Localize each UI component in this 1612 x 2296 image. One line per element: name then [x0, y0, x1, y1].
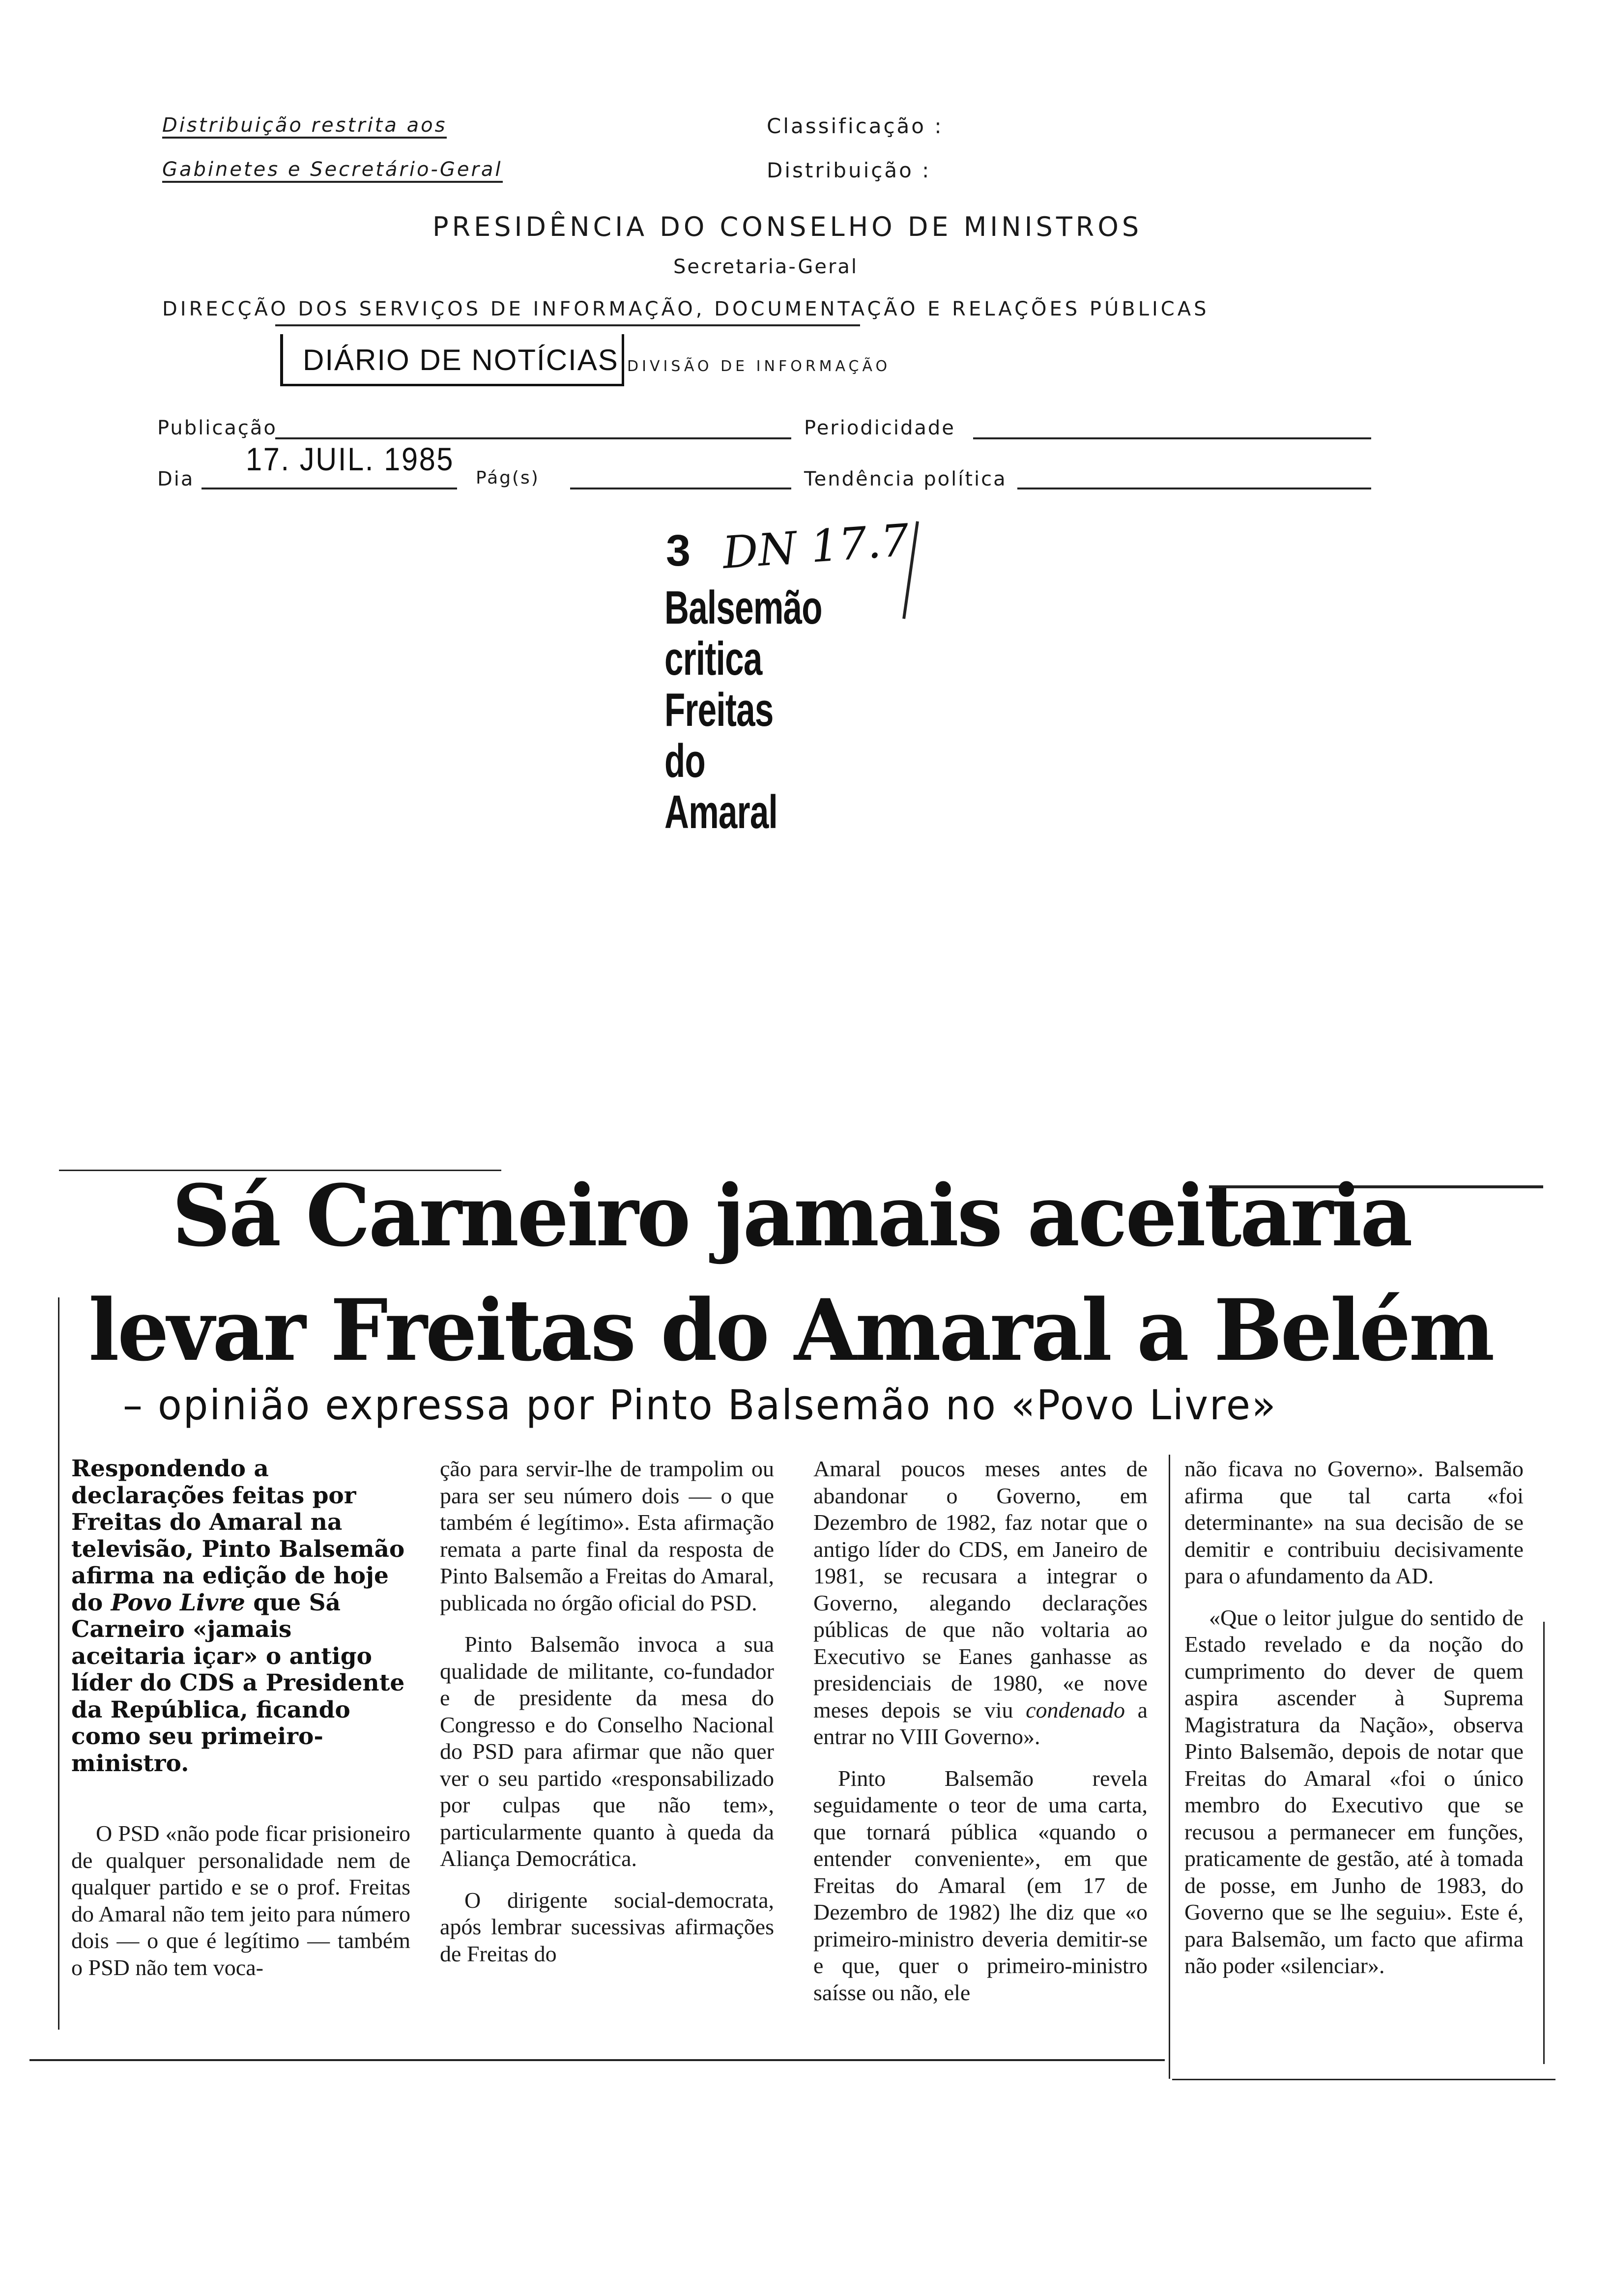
article-lead [71, 1456, 410, 1777]
paragraph: «Que o leitor julgue do sentido de Estado revelado e da noção do cumprimento do dever de quem aspira ascender à Suprema Magistratura da Nação», observa Pinto Balsemão, depois de notar que Freitas do Amaral «foi o único membro do Executivo que se recusou a permanecer em funções, praticamente de gestão, até à tomada de posse, em Junho de 1983, do Governo que se lhe seguiu». Este é, para Balsemão, um facto que afirma não poder «silenciar». [1184, 1605, 1524, 1978]
publication-stamp-text: DIÁRIO DE NOTÍCIAS [303, 344, 619, 376]
paragraph-text: Amaral poucos meses antes de abandonar o Governo, em Dezembro de 1982, faz notar que o antigo líder do CDS, em Janeiro de 1981, se recusara a integrar o Governo, alegando declarações públicas de que não voltaria ao Executivo se Eanes ganhasse as presidenciais de 1980, «e nove meses depois se viu [813, 1456, 1148, 1722]
paragraph: O PSD «não pode ficar prisioneiro de qualquer personalidade nem de qualquer partido e se o prof. Freitas do Amaral não tem jeito para número dois — o que é legítimo — também o PSD não tem voca- [71, 1821, 410, 1980]
clipping-title-line: do Amaral [664, 735, 778, 838]
distribution-note-line2: Gabinetes e Secretário-Geral [162, 158, 503, 183]
date-stamp: 17. JUIL. 1985 [246, 441, 455, 477]
directorate-rule [275, 324, 860, 326]
publication-stamp [280, 334, 624, 386]
column-1-body [71, 1820, 410, 1981]
emphasis: condenado [1026, 1697, 1125, 1722]
tendency-label: Tendência política [804, 468, 1007, 490]
pages-label: Pág(s) [476, 468, 540, 488]
classification-label: Classificação : [767, 114, 944, 138]
periodicity-line [973, 437, 1371, 439]
clipping-title-line: Balsemão [664, 581, 822, 634]
periodicity-label: Periodicidade [804, 417, 955, 439]
article-left-rule [58, 1297, 59, 2030]
clipping-handwritten-note: DN 17.7 [720, 514, 911, 579]
article-bottom-rule [29, 2059, 1165, 2061]
publication-line [275, 437, 791, 439]
publication-label: Publicação [157, 417, 277, 439]
article-headline-line1: Sá Carneiro jamais aceitaria [172, 1166, 1411, 1265]
article-right-rule [1543, 1622, 1545, 2064]
day-label: Dia [157, 468, 195, 490]
directorate-heading: DIRECÇÃO DOS SERVIÇOS DE INFORMAÇÃO, DOCUMENTAÇÃO E RELAÇÕES PÚBLICAS [162, 298, 1209, 320]
division-heading: DIVISÃO DE INFORMAÇÃO [627, 358, 891, 375]
article-subheadline: – opinião expressa por Pinto Balsemão no «Povo Livre» [123, 1381, 1277, 1429]
article-column-4 [1184, 1456, 1524, 1980]
lead-text: Respondendo a declarações feitas por Freitas do Amaral na televisão, Pinto Balsemão afirma na edição de hoje do [71, 1455, 405, 1616]
paragraph [813, 1456, 1148, 1751]
secretariat-heading: Secretaria-Geral [673, 256, 859, 278]
paragraph: ção para servir-lhe de trampolim ou para ser seu número dois — o que também é legítimo». Esta afirmação remata a parte final da resposta de Pinto Balsemão a Freitas do Amaral, publicada no órgão oficial do PSD. [440, 1456, 774, 1615]
clipping-title-line: Freitas [664, 684, 774, 736]
clipping-page-number: 3 [666, 526, 691, 575]
article-column-2 [440, 1456, 774, 1967]
distribution-label: Distribuição : [767, 158, 931, 182]
article-column-1 [71, 1456, 410, 1981]
clipping-title-line: critica [664, 632, 762, 685]
column-rule-1 [1169, 1455, 1170, 2079]
ministry-heading: PRESIDÊNCIA DO CONSELHO DE MINISTROS [432, 211, 1143, 242]
paragraph: Pinto Balsemão revela seguidamente o teor de uma carta, que tornará pública «quando o entender conveniente», em que Freitas do Amaral (em 17 de Dezembro de 1982) lhe diz que «o primeiro-ministro deveria demitir-se e que, quer o primeiro-ministro saísse ou não, ele [813, 1765, 1148, 2005]
article-column-3 [813, 1456, 1148, 2006]
article-bottom-rule-right [1172, 2079, 1555, 2080]
lead-text: que Sá Carneiro «jamais aceitaria içar» o antigo líder do CDS a Presidente da República, ficando como seu primeiro-ministro. [71, 1589, 405, 1777]
paragraph-text: a entrar no VIII Governo». [813, 1697, 1148, 1749]
article-headline-line2: levar Freitas do Amaral a Belém [88, 1280, 1493, 1380]
paragraph: não ficava no Governo». Balsemão afirma que tal carta «foi determinante» na sua decisão de se demitir e contribuiu decisivamente para o afundamento da AD. [1184, 1456, 1524, 1588]
clipping-title [664, 581, 822, 838]
paragraph: O dirigente social-democrata, após lembrar sucessivas afirmações de Freitas do [440, 1887, 774, 1966]
tendency-line [1017, 488, 1371, 489]
pages-line [570, 488, 791, 489]
day-line [202, 488, 457, 489]
paragraph: Pinto Balsemão invoca a sua qualidade de militante, co-fundador e de presidente da mesa do Congresso e do Conselho Nacional do PSD para afirmar que não quer ver o seu partido «responsabilizado por culpas que não tem», particularmente quanto à queda da Aliança Democrática. [440, 1632, 774, 1871]
distribution-note-line1: Distribuição restrita aos [162, 114, 447, 139]
lead-publication-name: Povo Livre [111, 1589, 245, 1616]
